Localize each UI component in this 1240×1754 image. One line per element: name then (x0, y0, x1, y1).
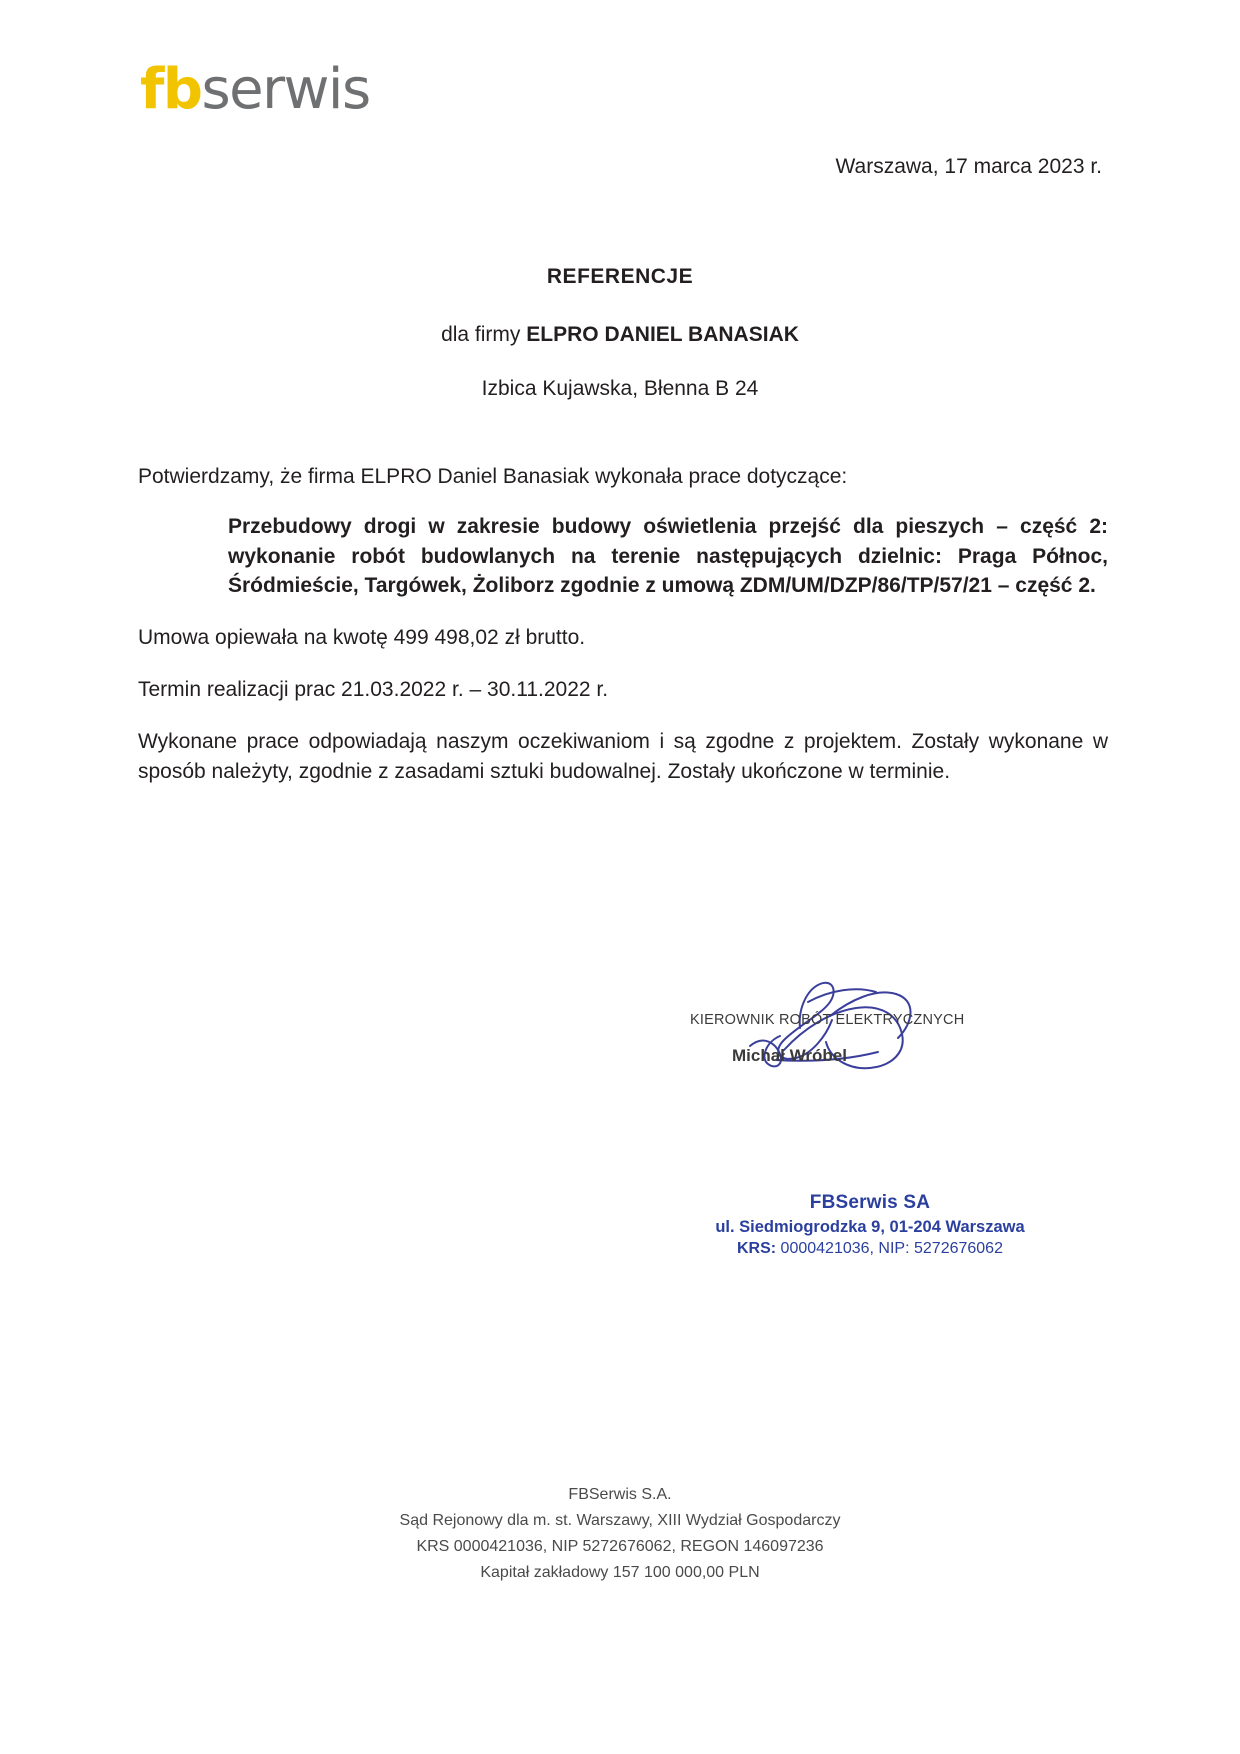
body-closing: Wykonane prace odpowiadają naszym oczekiwaniom i są zgodne z projektem. Zostały wykonane w sposób należyty, zgodnie z zasadami sztuki budowalnej. Zostały ukończone w terminie. (138, 729, 1108, 783)
recipient-address: Izbica Kujawska, Błenna B 24 (481, 377, 759, 400)
recipient-prefix: dla firmy (441, 323, 527, 346)
logo-text-serwis: serwis (201, 57, 370, 122)
recipient-company: ELPRO DANIEL BANASIAK (526, 323, 799, 346)
company-stamp-address: ul. Siedmiogrodzka 9, 01-204 Warszawa (715, 1217, 1025, 1236)
recipient-line (0, 323, 1240, 347)
company-stamp (660, 1190, 1080, 1260)
handwritten-signature-icon (680, 950, 1020, 1130)
company-stamp-name: FBSerwis SA (809, 1192, 931, 1213)
company-stamp-ids-label: KRS: (737, 1239, 777, 1257)
body-scope: Przebudowy drogi w zakresie budowy oświetlenia przejść dla pieszych – część 2: wykonanie robót budowlanych na terenie następujących dzielnic: Praga Północ, Śródmieście, Targówek, Żoliborz zgodnie z umową ZDM/UM/DZP/86/TP/57/21 – część 2. (228, 514, 1108, 598)
fbserwis-logo (140, 57, 370, 122)
footer-line-2: Sąd Rejonowy dla m. st. Warszawy, XIII Wydział Gospodarczy (399, 1512, 841, 1530)
document-date: Warszawa, 17 marca 2023 r. (835, 155, 1102, 178)
signature-role: KIEROWNIK ROBÓT ELEKTRYCZNYCH (690, 1012, 965, 1028)
signature-name: Michał Wróbel (732, 1046, 847, 1065)
footer-line-1: FBSerwis S.A. (568, 1486, 672, 1504)
body-amount: Umowa opiewała na kwotę 499 498,02 zł brutto. (138, 626, 586, 650)
footer-line-4: Kapitał zakładowy 157 100 000,00 PLN (480, 1564, 760, 1582)
company-stamp-ids-value: 0000421036, NIP: 5272676062 (776, 1239, 1003, 1257)
document-body (138, 462, 1108, 809)
body-intro: Potwierdzamy, że firma ELPRO Daniel Banasiak wykonała prace dotyczące: (138, 465, 848, 488)
page-title: REFERENCJE (546, 265, 694, 288)
document-footer (0, 1482, 1240, 1586)
title-block (0, 265, 1240, 401)
footer-line-3: KRS 0000421036, NIP 5272676062, REGON 146097236 (416, 1538, 824, 1556)
company-stamp-ids (660, 1238, 1080, 1260)
logo-text-fb: fb (140, 57, 202, 122)
body-term: Termin realizacji prac 21.03.2022 r. – 30.11.2022 r. (138, 678, 609, 702)
